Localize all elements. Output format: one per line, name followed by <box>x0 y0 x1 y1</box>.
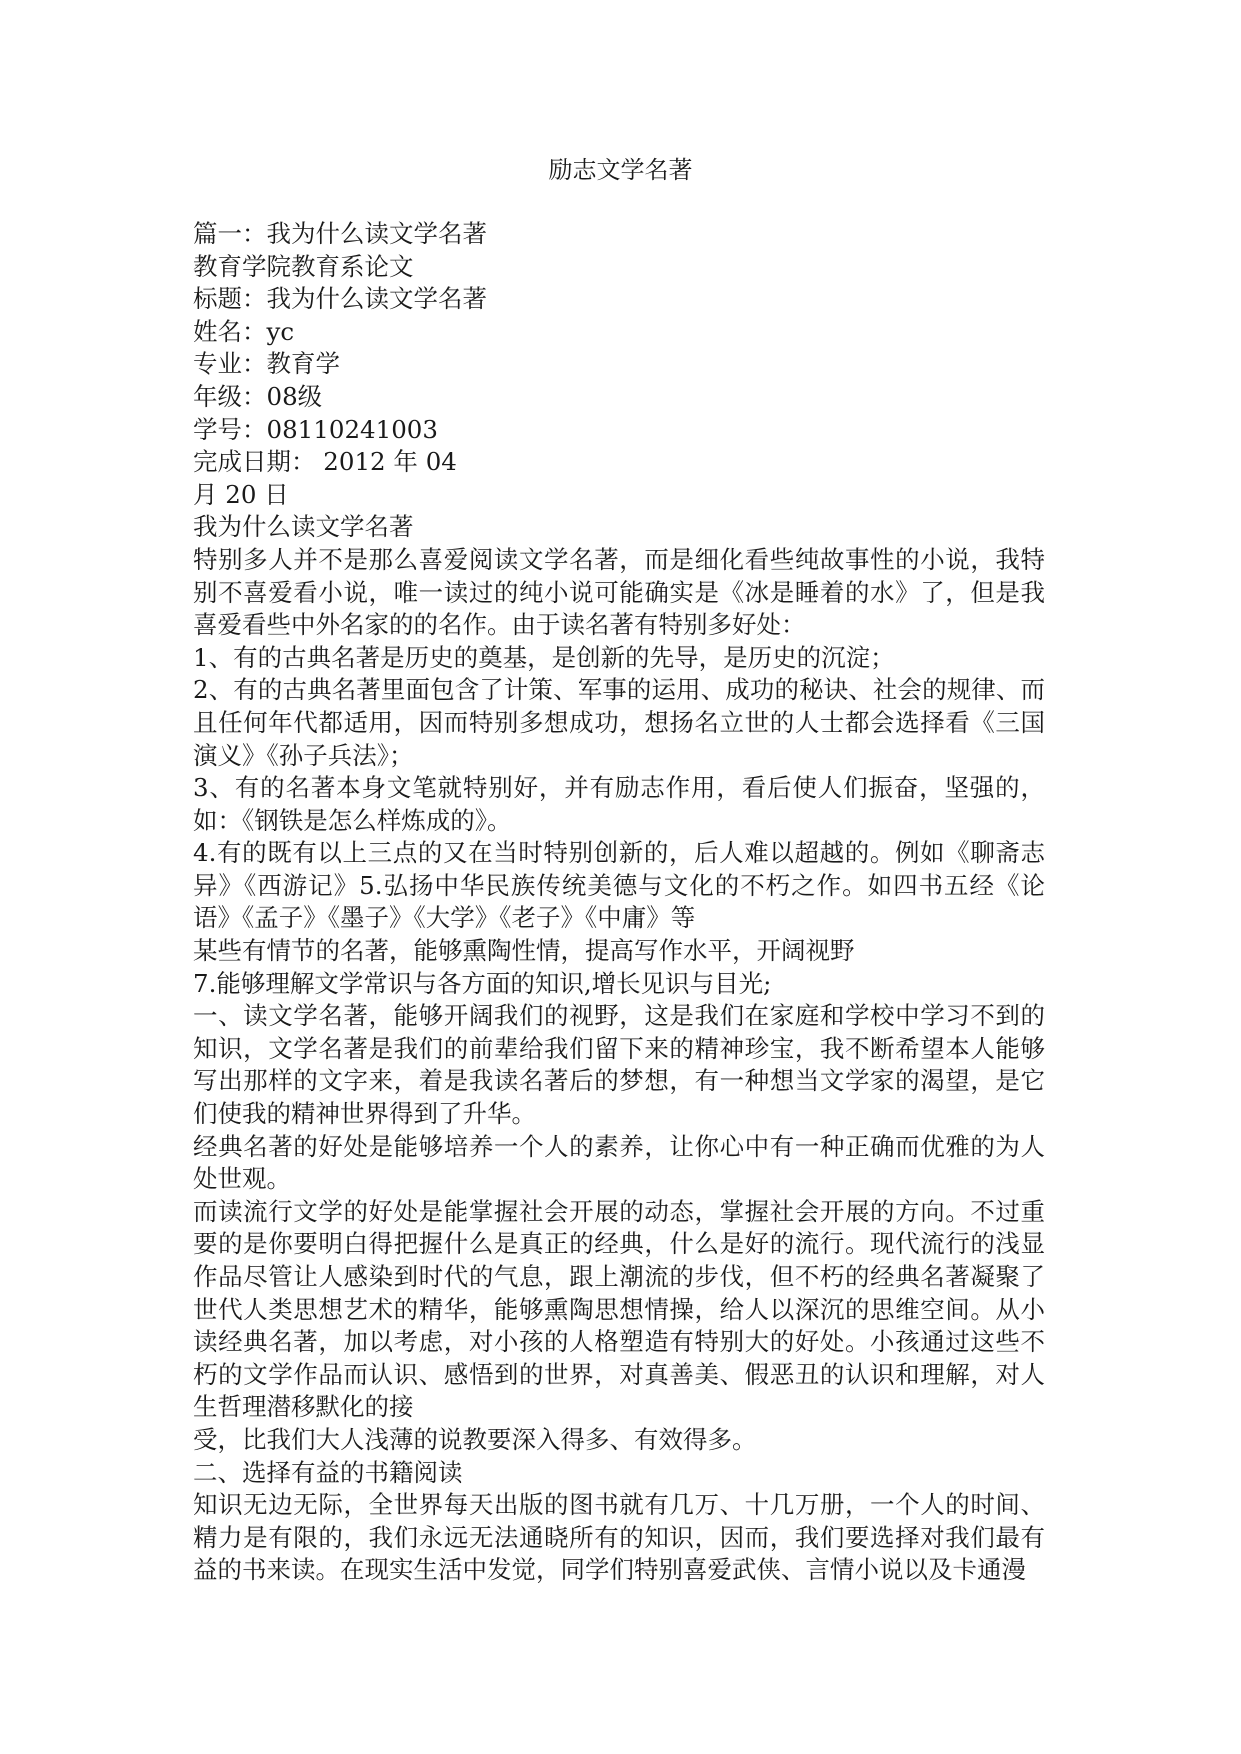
paragraph: 7.能够理解文学常识与各方面的知识,增长见识与目光; <box>193 968 772 998</box>
paragraph: 月 20 日 <box>193 479 289 509</box>
paragraph: 完成日期： 2012 年 04 <box>193 447 457 477</box>
paragraph: 2、有的古典名著里面包含了计策、军事的运用、成功的秘诀、社会的规律、而且任何年代都适用，因而特别多想成功，想扬名立世的人士都会选择看《三国演义》《孙子兵法》； <box>193 675 1045 770</box>
paragraph: 一、读文学名著，能够开阔我们的视野，这是我们在家庭和学校中学习不到的知识，文学名著是我们的前辈给我们留下来的精神珍宝，我不断希望本人能够写出那样的文字来，着是我读名著后的梦想，有一种想当文学家的渴望，是它们使我的精神世界得到了升华。 <box>193 1001 1045 1129</box>
paragraph: 4.有的既有以上三点的又在当时特别创新的，后人难以超越的。例如《聊斋志异》《西游记》5.弘扬中华民族传统美德与文化的不朽之作。如四书五经《论语》《孟子》《墨子》《大学》《老子》《中庸》等 <box>193 838 1045 933</box>
paragraph: 年级：08级 <box>193 381 323 411</box>
paragraph: 二、选择有益的书籍阅读 <box>193 1457 463 1487</box>
paragraph: 而读流行文学的好处是能掌握社会开展的动态，掌握社会开展的方向。不过重要的是你要明白得把握什么是真正的经典，什么是好的流行。现代流行的浅显作品尽管让人感染到时代的气息，跟上潮流的步伐，但不朽的经典名著凝聚了世代人类思想艺术的精华，能够熏陶思想情操，给人以深沉的思维空间。从小读经典名著，加以考虑，对小孩的人格塑造有特别大的好处。小孩通过这些不朽的文学作品而认识、感悟到的世界，对真善美、假恶丑的认识和理解，对人生哲理潜移默化的接 <box>193 1196 1045 1422</box>
document-title: 励志文学名著 <box>548 156 693 184</box>
paragraph: 专业：教育学 <box>193 349 340 379</box>
paragraph: 我为什么读文学名著 <box>193 512 414 542</box>
paragraph: 知识无边无际，全世界每天出版的图书就有几万、十几万册，一个人的时间、精力是有限的，我们永远无法通晓所有的知识，因而，我们要选择对我们最有益的书来读。在现实生活中发觉，同学们特别喜爱武侠、言情小说以及卡通漫 <box>193 1490 1045 1585</box>
paragraph: 某些有情节的名著，能够熏陶性情，提高写作水平，开阔视野 <box>193 936 855 966</box>
paragraph: 标题：我为什么读文学名著 <box>193 284 487 314</box>
paragraph: 1、有的古典名著是历史的奠基，是创新的先导，是历史的沉淀； <box>193 642 895 672</box>
paragraph: 3、有的名著本身文笔就特别好，并有励志作用，看后使人们振奋，坚强的，如：《钢铁是怎么样炼成的》。 <box>193 773 1045 835</box>
paragraph: 姓名：yc <box>193 316 295 346</box>
paragraph: 特别多人并不是那么喜爱阅读文学名著，而是细化看些纯故事性的小说，我特别不喜爱看小说，唯一读过的纯小说可能确实是《冰是睡着的水》了，但是我喜爱看些中外名家的的名作。由于读名著有特别多好处： <box>193 544 1045 640</box>
document-body <box>193 218 1045 1587</box>
paragraph: 篇一：我为什么读文学名著 <box>193 219 487 248</box>
paragraph: 学号：08110241003 <box>193 414 438 444</box>
paragraph: 受，比我们大人浅薄的说教要深入得多、有效得多。 <box>193 1424 757 1454</box>
paragraph: 经典名著的好处是能够培养一个人的素养，让你心中有一种正确而优雅的为人处世观。 <box>193 1131 1045 1194</box>
paragraph: 教育学院教育系论文 <box>193 251 414 281</box>
